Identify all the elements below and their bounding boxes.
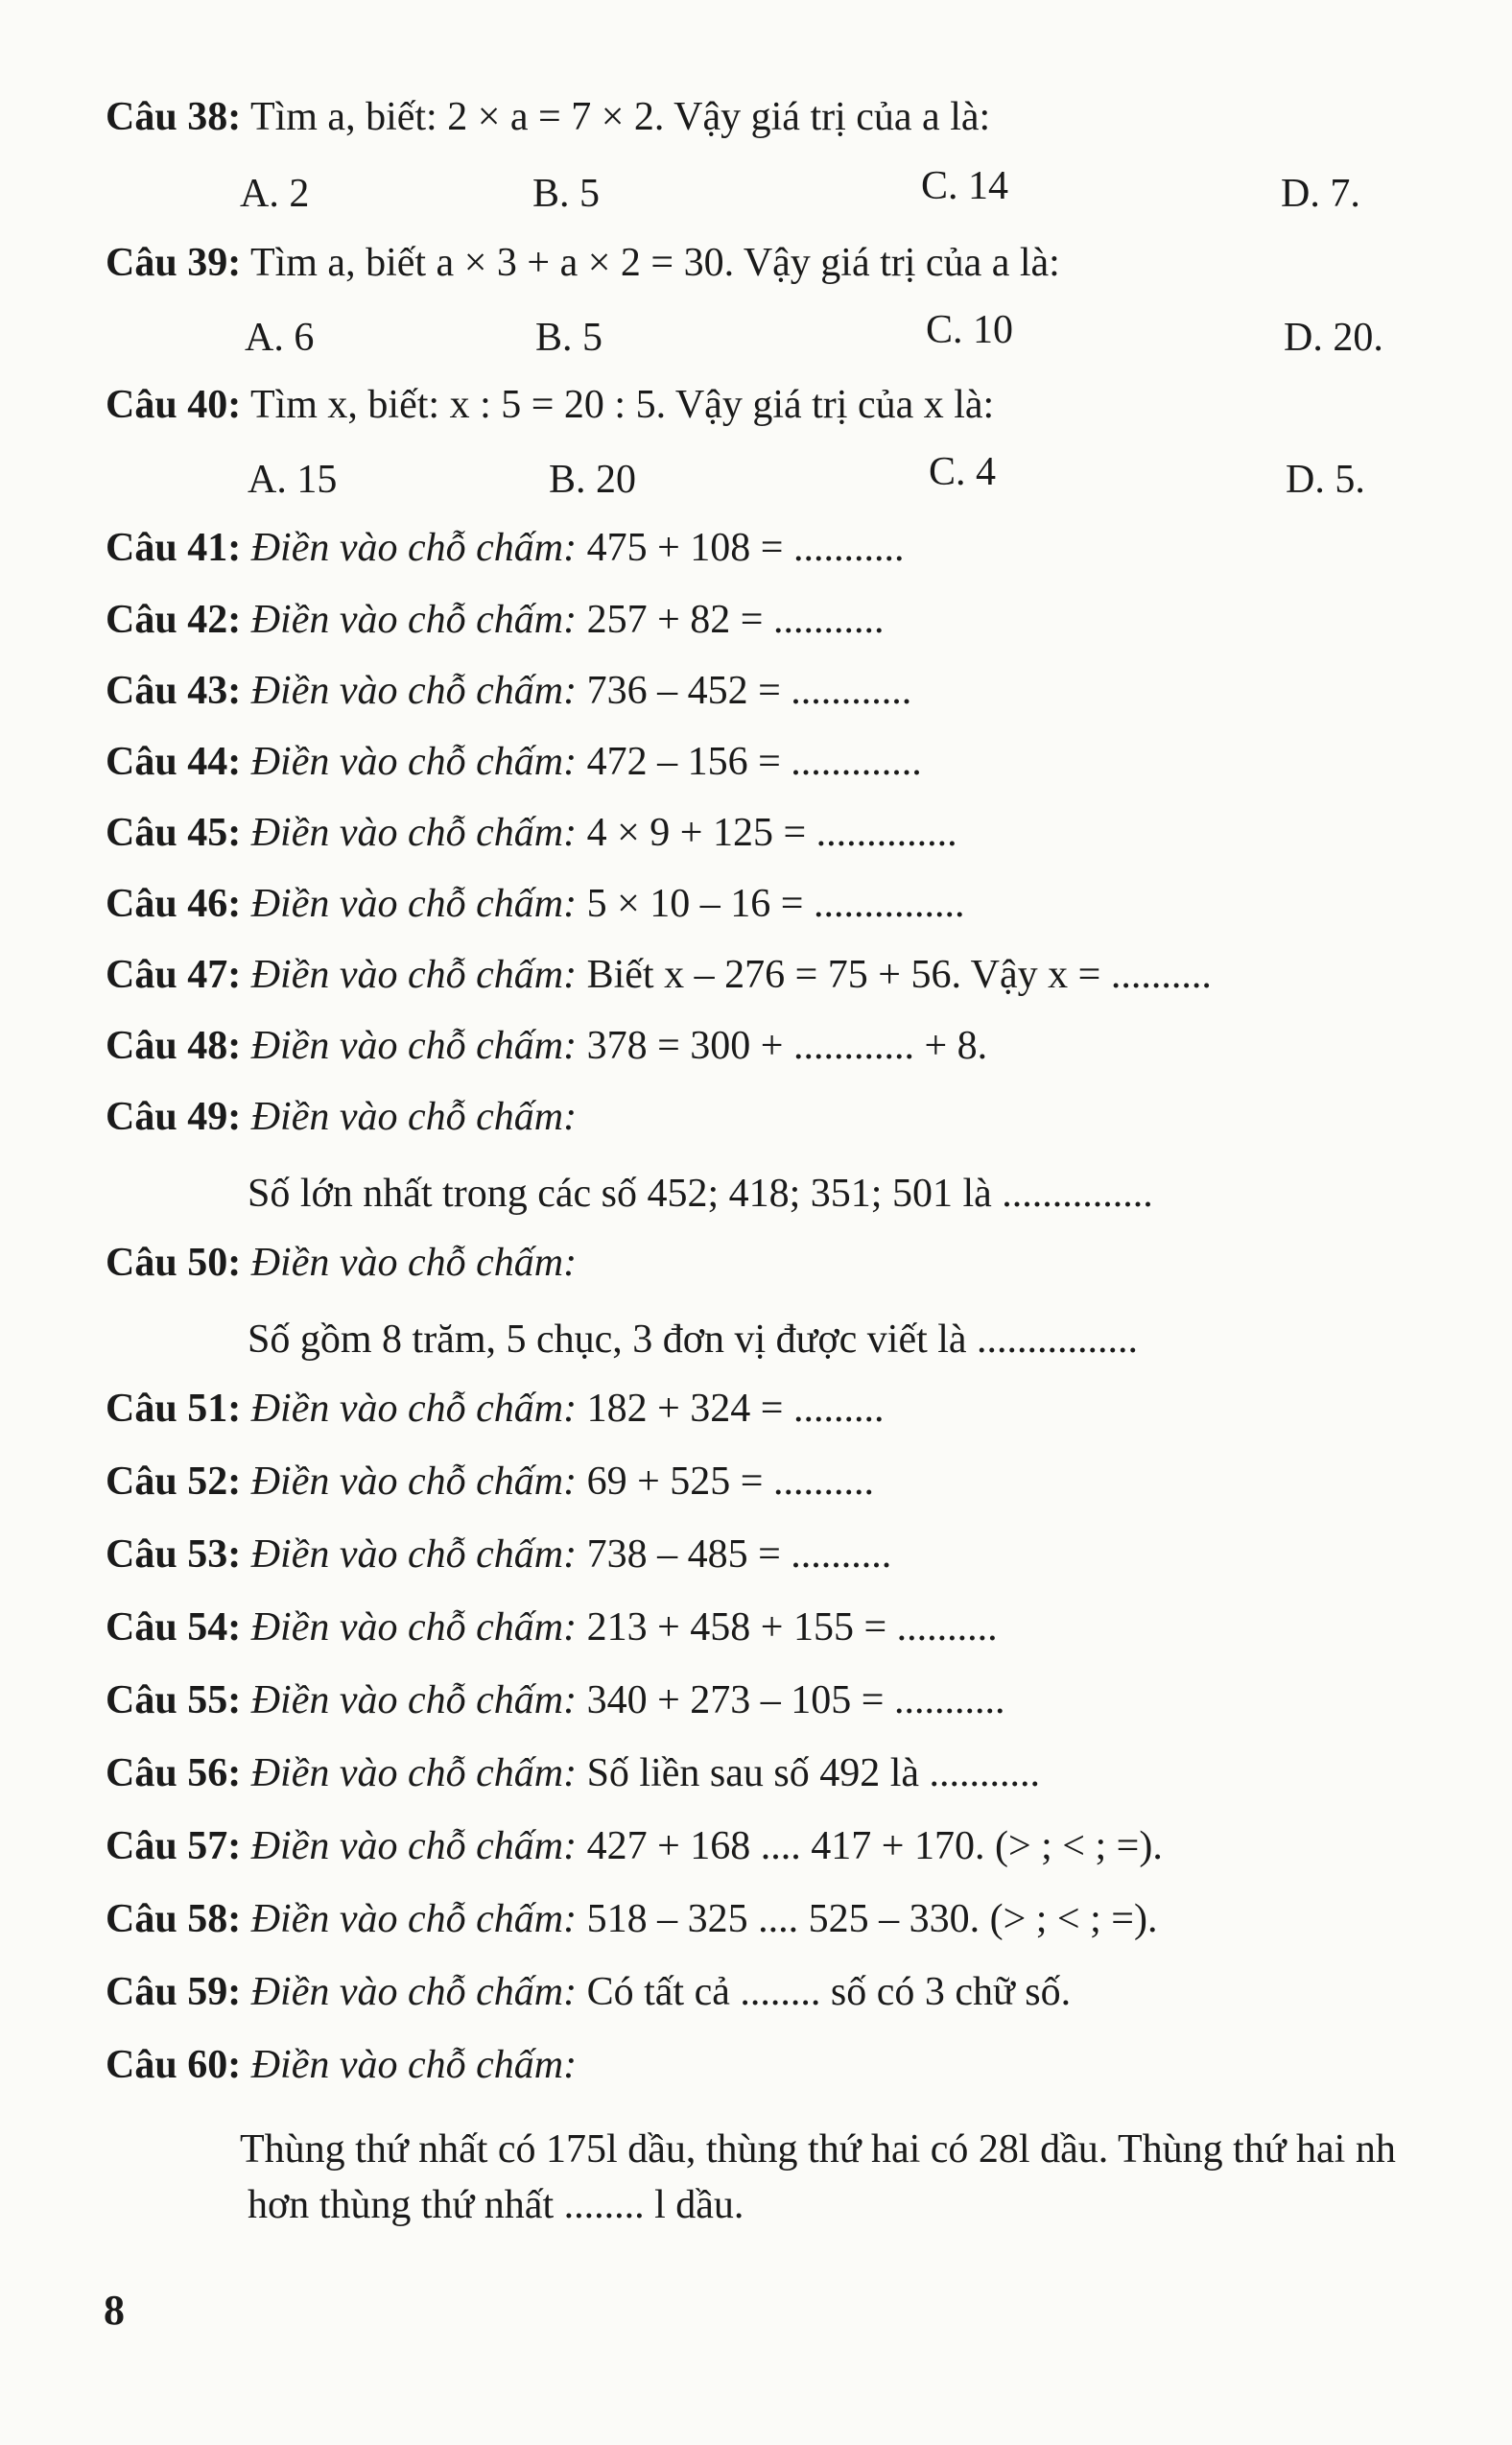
- option-d[interactable]: D. 5.: [1286, 458, 1365, 502]
- question-instruction: Điền vào chỗ chấm:: [250, 811, 578, 855]
- question-instruction: Điền vào chỗ chấm:: [250, 1970, 578, 2014]
- question-label: Câu 43:: [106, 669, 242, 713]
- option-d[interactable]: D. 7.: [1281, 172, 1360, 216]
- question-instruction: Điền vào chỗ chấm:: [250, 1605, 578, 1650]
- question-expression: 340 + 273 – 105 = ...........: [586, 1678, 1005, 1722]
- question-label: Câu 57:: [106, 1824, 242, 1868]
- question-49-body: Số lớn nhất trong các số 452; 418; 351; 501 là ...............: [248, 1172, 1153, 1216]
- question-text: Tìm x, biết: x : 5 = 20 : 5. Vậy giá trị của x là:: [249, 383, 995, 427]
- question-label: Câu 39:: [106, 241, 242, 285]
- question-53: [106, 1530, 891, 1579]
- page-number: 8: [104, 2287, 125, 2334]
- option-d[interactable]: D. 20.: [1284, 316, 1383, 360]
- question-39: [106, 238, 1060, 288]
- question-instruction: Điền vào chỗ chấm:: [250, 1751, 578, 1795]
- question-label: Câu 38:: [106, 95, 242, 139]
- question-40: [106, 380, 994, 430]
- question-expression: 69 + 525 = ..........: [586, 1460, 874, 1504]
- question-label: Câu 42:: [106, 598, 242, 642]
- question-label: Câu 45:: [106, 811, 242, 855]
- question-instruction: Điền vào chỗ chấm:: [250, 669, 578, 713]
- question-label: Câu 50:: [106, 1241, 242, 1285]
- question-label: Câu 59:: [106, 1970, 242, 2014]
- option-a[interactable]: A. 2: [240, 172, 310, 216]
- option-c[interactable]: C. 4: [929, 450, 997, 494]
- question-42: [106, 595, 884, 645]
- question-instruction: Điền vào chỗ chấm:: [250, 1678, 578, 1722]
- option-b[interactable]: B. 20: [549, 458, 637, 502]
- question-instruction: Điền vào chỗ chấm:: [250, 2043, 578, 2087]
- question-label: Câu 52:: [106, 1460, 242, 1504]
- question-expression: 472 – 156 = .............: [586, 740, 922, 784]
- question-expression: Số liền sau số 492 là ...........: [586, 1751, 1041, 1795]
- question-54: [106, 1602, 998, 1652]
- question-instruction: Điền vào chỗ chấm:: [250, 1460, 578, 1504]
- question-instruction: Điền vào chỗ chấm:: [250, 953, 578, 997]
- question-48: [106, 1021, 987, 1071]
- question-instruction: Điền vào chỗ chấm:: [250, 1824, 578, 1868]
- option-a[interactable]: A. 6: [245, 316, 315, 360]
- question-instruction: Điền vào chỗ chấm:: [250, 526, 578, 570]
- question-label: Câu 49:: [106, 1095, 242, 1139]
- option-c[interactable]: C. 10: [926, 308, 1014, 352]
- question-label: Câu 48:: [106, 1024, 242, 1068]
- question-49: [106, 1092, 577, 1142]
- question-59: [106, 1967, 1071, 2017]
- question-label: Câu 58:: [106, 1897, 242, 1941]
- question-expression: 182 + 324 = .........: [586, 1387, 885, 1431]
- question-52: [106, 1457, 874, 1507]
- question-expression: 213 + 458 + 155 = ..........: [586, 1605, 998, 1650]
- question-instruction: Điền vào chỗ chấm:: [250, 598, 578, 642]
- question-instruction: Điền vào chỗ chấm:: [250, 1897, 578, 1941]
- question-expression: 257 + 82 = ...........: [586, 598, 885, 642]
- question-text: Tìm a, biết: 2 × a = 7 × 2. Vậy giá trị của a là:: [249, 95, 991, 139]
- question-instruction: Điền vào chỗ chấm:: [250, 1095, 578, 1139]
- question-expression: 427 + 168 .... 417 + 170. (> ; < ; =).: [586, 1824, 1163, 1868]
- question-45: [106, 808, 957, 858]
- question-47: [106, 950, 1212, 1000]
- question-46: [106, 879, 964, 929]
- question-label: Câu 56:: [106, 1751, 242, 1795]
- question-label: Câu 51:: [106, 1387, 242, 1431]
- question-44: [106, 737, 922, 787]
- question-label: Câu 53:: [106, 1532, 242, 1577]
- question-label: Câu 47:: [106, 953, 242, 997]
- question-38: [106, 92, 990, 142]
- question-label: Câu 55:: [106, 1678, 242, 1722]
- options-39: [0, 308, 1512, 363]
- question-label: Câu 46:: [106, 882, 242, 926]
- question-instruction: Điền vào chỗ chấm:: [250, 882, 578, 926]
- options-38: [0, 164, 1512, 219]
- question-label: Câu 41:: [106, 526, 242, 570]
- question-expression: Biết x – 276 = 75 + 56. Vậy x = ..........: [586, 953, 1212, 997]
- question-60-body-line1: Thùng thứ nhất có 175l dầu, thùng thứ hai có 28l dầu. Thùng thứ hai nh: [240, 2127, 1396, 2172]
- question-text: Tìm a, biết a × 3 + a × 2 = 30. Vậy giá trị của a là:: [249, 241, 1060, 285]
- question-expression: Có tất cả ........ số có 3 chữ số.: [586, 1970, 1072, 2014]
- option-b[interactable]: B. 5: [532, 172, 601, 216]
- question-51: [106, 1384, 884, 1434]
- question-expression: 736 – 452 = ............: [586, 669, 912, 713]
- question-expression: 378 = 300 + ............ + 8.: [586, 1024, 988, 1068]
- question-expression: 518 – 325 .... 525 – 330. (> ; < ; =).: [586, 1897, 1158, 1941]
- question-instruction: Điền vào chỗ chấm:: [250, 1532, 578, 1577]
- option-b[interactable]: B. 5: [535, 316, 603, 360]
- question-57: [106, 1821, 1163, 1871]
- question-instruction: Điền vào chỗ chấm:: [250, 1241, 578, 1285]
- question-label: Câu 54:: [106, 1605, 242, 1650]
- question-55: [106, 1675, 1004, 1725]
- question-expression: 4 × 9 + 125 = ..............: [586, 811, 957, 855]
- question-label: Câu 60:: [106, 2043, 242, 2087]
- question-60: [106, 2040, 577, 2090]
- question-41: [106, 523, 904, 573]
- question-expression: 738 – 485 = ..........: [586, 1532, 892, 1577]
- option-a[interactable]: A. 15: [248, 458, 338, 502]
- option-c[interactable]: C. 14: [921, 164, 1009, 208]
- question-50-body: Số gồm 8 trăm, 5 chục, 3 đơn vị được viết là ................: [248, 1317, 1139, 1362]
- question-instruction: Điền vào chỗ chấm:: [250, 1387, 578, 1431]
- question-instruction: Điền vào chỗ chấm:: [250, 1024, 578, 1068]
- question-56: [106, 1748, 1040, 1798]
- question-58: [106, 1894, 1157, 1944]
- question-60-body-line2: hơn thùng thứ nhất ........ l dầu.: [248, 2183, 744, 2227]
- question-instruction: Điền vào chỗ chấm:: [250, 740, 578, 784]
- question-expression: 475 + 108 = ...........: [586, 526, 905, 570]
- question-label: Câu 44:: [106, 740, 242, 784]
- question-label: Câu 40:: [106, 383, 242, 427]
- question-expression: 5 × 10 – 16 = ...............: [586, 882, 965, 926]
- question-43: [106, 666, 911, 716]
- options-40: [0, 450, 1512, 505]
- question-50: [106, 1238, 577, 1288]
